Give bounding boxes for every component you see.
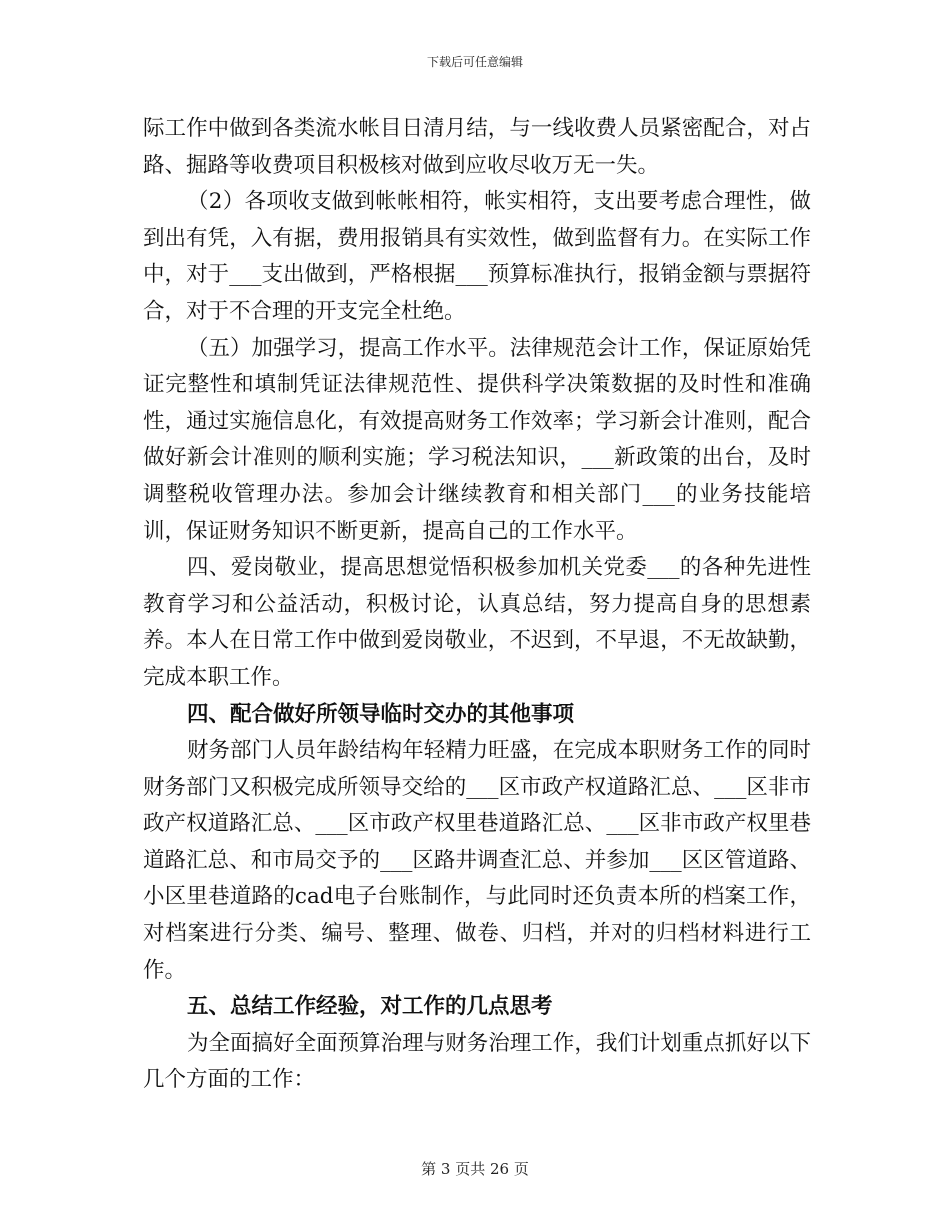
page-footer: 第 3 页共 26 页 (421, 1160, 529, 1178)
paragraph: 财务部门人员年龄结构年轻精力旺盛，在完成本职财务工作的同时财务部门又积极完成所领导交给的___区市政产权道路汇总、___区非市政产权道路汇总、___区市政产权里巷道路汇总、___区非市政产权里巷道路汇总、和市局交予的___区路井调查汇总、并参加___区区管道路、小区里巷道路的cad电子台账制作，与此同时还负责本所的档案工作，对档案进行分类、编号、整理、做卷、归档，并对的归档材料进行工作。 (143, 738, 811, 983)
section-heading: 五、总结工作经验，对工作的几点思考 (187, 994, 553, 1020)
section-heading: 四、配合做好所领导临时交办的其他事项 (187, 701, 575, 727)
paragraph: （五）加强学习，提高工作水平。法律规范会计工作，保证原始凭证完整性和填制凭证法律规范性、提供科学决策数据的及时性和准确性，通过实施信息化，有效提高财务工作效率；学习新会计准则，配合做好新会计准则的顺利实施；学习税法知识，___新政策的出台，及时调整税收管理办法。参加会计继续教育和相关部门___的业务技能培训，保证财务知识不断更新，提高自己的工作水平。 (143, 335, 811, 544)
paragraph: 四、爱岗敬业，提高思想觉悟积极参加机关党委___的各种先进性教育学习和公益活动，积极讨论，认真总结，努力提高自身的思想素养。本人在日常工作中做到爱岗敬业，不迟到，不早退，不无故缺勤，完成本职工作。 (143, 555, 811, 690)
document-body (143, 111, 811, 1099)
page-header: 下载后可任意编辑 (426, 55, 523, 69)
paragraph-continuation: 际工作中做到各类流水帐目日清月结，与一线收费人员紧密配合，对占路、掘路等收费项目积极核对做到应收尽收万无一失。 (143, 116, 811, 178)
paragraph: （2）各项收支做到帐帐相符，帐实相符，支出要考虑合理性，做到出有凭，入有据，费用报销具有实效性，做到监督有力。在实际工作中，对于___支出做到，严格根据___预算标准执行，报销金额与票据符合，对于不合理的开支完全杜绝。 (143, 189, 811, 324)
paragraph: 为全面搞好全面预算治理与财务治理工作，我们计划重点抓好以下几个方面的工作： (143, 1030, 811, 1093)
